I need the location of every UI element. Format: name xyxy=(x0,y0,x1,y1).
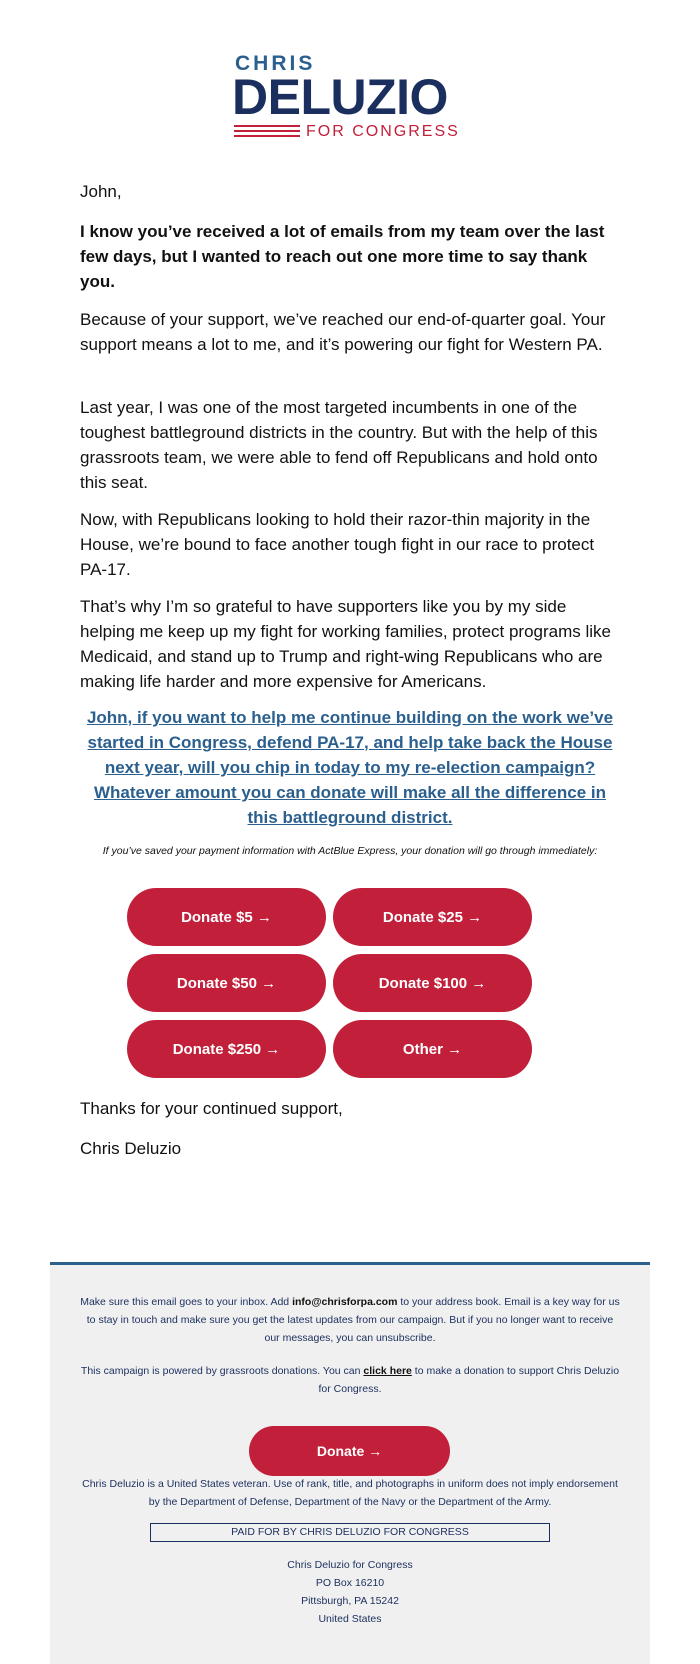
logo-tagline: FOR CONGRESS xyxy=(306,123,460,140)
veteran-disclaimer: Chris Deluzio is a United States veteran. Use of rank, title, and photographs in uniform does not imply endorsement by the Department of Defense, Department of the Navy or the Department of the Army. xyxy=(82,1478,618,1508)
donate-5-button[interactable]: Donate $5 → xyxy=(127,888,326,946)
inbox-notice-text-rest: to your address book. Email is a key way for us to stay in touch and make sure you get the latest updates from our campaign. But if you no longer want to receive our messages, you can unsubscribe. xyxy=(86,1296,620,1344)
actblue-express-note: If you’ve saved your payment information with ActBlue Express, your donation will go through immediately: xyxy=(102,845,598,857)
donate-100-button[interactable]: Donate $100 → xyxy=(333,954,532,1012)
address-line: Chris Deluzio for Congress xyxy=(287,1559,413,1571)
donate-250-button[interactable]: Donate $250 → xyxy=(127,1020,326,1078)
click-here-link[interactable]: click here xyxy=(363,1365,412,1377)
paragraph-2: Last year, I was one of the most targeted incumbents in one of the toughest battleground districts in the country. But with the help of this grassroots team, we were able to fend off Republicans and hold onto this seat. xyxy=(80,398,598,492)
greeting: John, xyxy=(80,182,122,201)
paragraph-4: That’s why I’m so grateful to have supporters like you by my side helping me keep up my fight for working families, protect programs like Medicaid, and stand up to Trump and right-wing Republicans who are making life harder and more expensive for Americans. xyxy=(80,597,612,691)
campaign-logo xyxy=(232,52,472,142)
logo-first-name: CHRIS xyxy=(235,52,316,75)
address-line: Pittsburgh, PA 15242 xyxy=(301,1595,399,1607)
contact-email: info@chrisforpa.com xyxy=(292,1296,398,1308)
grassroots-notice xyxy=(80,1362,620,1398)
grassroots-text: This campaign is powered by grassroots donations. You can xyxy=(80,1365,364,1377)
email-footer xyxy=(50,1262,650,1664)
logo-stripes xyxy=(234,125,300,141)
signature: Chris Deluzio xyxy=(80,1139,182,1158)
mailing-address xyxy=(80,1556,620,1628)
donate-25-button[interactable]: Donate $25 → xyxy=(333,888,532,946)
address-line: United States xyxy=(318,1613,382,1625)
address-line: PO Box 16210 xyxy=(315,1577,385,1589)
footer-donate-button[interactable]: Donate → xyxy=(249,1426,450,1476)
inbox-notice xyxy=(80,1293,620,1347)
paragraph-1: Because of your support, we’ve reached our end-of-quarter goal. Your support means a lot to me, and it’s powering our fight for Western PA. xyxy=(80,310,606,354)
grassroots-text-rest: to make a donation to support Chris Deluzio for Congress. xyxy=(318,1365,620,1395)
paragraph-3: Now, with Republicans looking to hold their razor-thin majority in the House, we’re bound to face another tough fight in our race to protect PA-17. xyxy=(80,510,595,579)
intro-paragraph: I know you’ve received a lot of emails from my team over the last few days, but I wanted to reach out one more time to say thank you. xyxy=(80,222,605,291)
donate-other-button[interactable]: Other → xyxy=(333,1020,532,1078)
paid-for-disclaimer: PAID FOR BY CHRIS DELUZIO FOR CONGRESS xyxy=(150,1523,550,1542)
closing-line: Thanks for your continued support, xyxy=(80,1099,343,1118)
donate-50-button[interactable]: Donate $50 → xyxy=(127,954,326,1012)
donate-cta-link[interactable]: John, if you want to help me continue building on the work we’ve started in Congress, defend PA-17, and help take back the House next year, will you chip in today to my re-election campaign? Whatever amount you can donate will make all the difference in this battleground district. xyxy=(86,708,614,827)
logo-last-name: DELUZIO xyxy=(232,69,448,125)
inbox-notice-text: Make sure this email goes to your inbox. Add xyxy=(80,1296,293,1308)
